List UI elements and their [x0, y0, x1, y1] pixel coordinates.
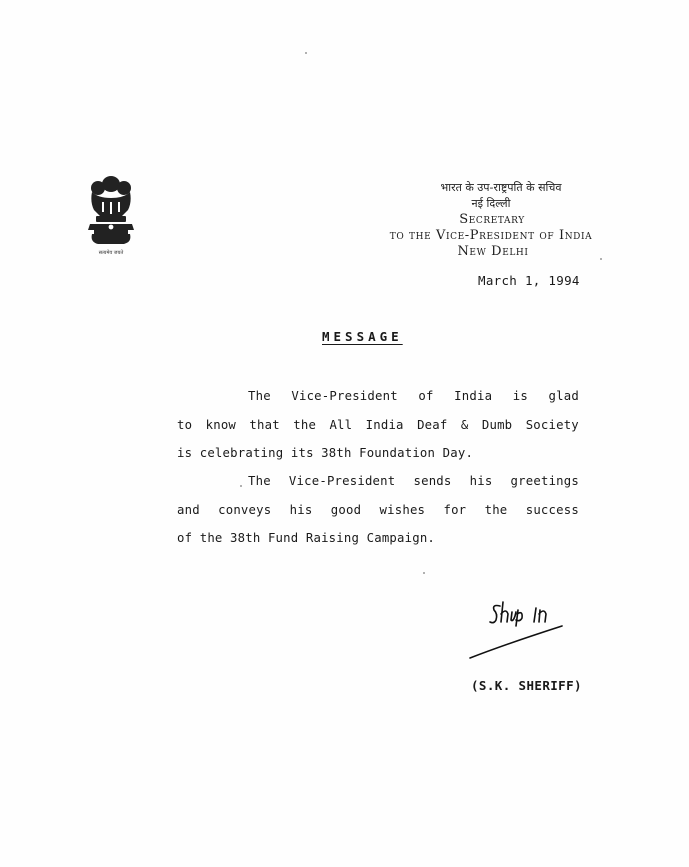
word: know [205, 417, 237, 432]
word: success [525, 502, 579, 517]
paragraph-line [177, 382, 579, 411]
paragraph-line [177, 496, 579, 525]
word: that [249, 417, 280, 432]
word: the [199, 531, 223, 545]
word: Foundation [359, 446, 436, 460]
paragraph-line [177, 524, 579, 553]
letterhead-city: New Delhi [457, 244, 529, 259]
word: India [454, 389, 493, 403]
paragraph-line [177, 439, 579, 468]
paragraph-line [177, 467, 579, 496]
word: & [460, 417, 469, 432]
paper-speck [423, 572, 425, 574]
word: his [469, 474, 493, 488]
word: for [443, 502, 467, 517]
paragraph-1 [177, 382, 579, 468]
word: to [177, 417, 193, 432]
paragraph-2 [177, 467, 579, 553]
letterhead-title: Secretary [459, 212, 525, 227]
emblem-motto: सत्यमेव जयते [98, 250, 124, 256]
word: greetings [510, 474, 579, 488]
letterhead-hindi-city: नई दिल्ली [471, 197, 511, 210]
word: and [177, 502, 200, 517]
letterhead-office: to the Vice-President of India [389, 228, 593, 243]
word: of [418, 389, 434, 403]
word: All [329, 417, 353, 432]
word: its [290, 446, 314, 460]
word: good [330, 502, 362, 517]
word: sends [413, 474, 452, 488]
message-heading: MESSAGE [322, 329, 403, 344]
handwritten-signature [466, 596, 576, 666]
word: of [177, 531, 193, 545]
paragraph-line [177, 411, 579, 440]
word: is [177, 446, 193, 460]
word: Society [525, 417, 579, 432]
word: the [293, 417, 317, 432]
word: the [484, 502, 508, 517]
word: his [289, 502, 313, 517]
word: is [512, 389, 528, 403]
word: wishes [379, 502, 426, 517]
word: The [248, 389, 271, 403]
word: 38th [321, 446, 352, 460]
word: conveys [218, 502, 272, 517]
word: Raising [305, 531, 360, 545]
word: India [365, 417, 404, 432]
signatory-name: (S.K. SHERIFF) [471, 678, 582, 693]
paper-speck [305, 52, 307, 54]
letter-date: March 1, 1994 [478, 273, 580, 288]
word: Vice-President [291, 389, 398, 403]
paper-speck [240, 485, 242, 487]
word: Deaf [417, 417, 448, 432]
paper-speck [600, 258, 602, 260]
word: Campaign. [366, 531, 436, 545]
word: Dumb [481, 417, 513, 432]
word: 38th [230, 531, 261, 545]
letterhead-hindi-title: भारत के उप-राष्ट्रपति के सचिव [440, 181, 562, 194]
word: Fund [267, 531, 299, 545]
word: glad [548, 389, 579, 403]
word: The [248, 474, 271, 488]
word: celebrating [199, 446, 284, 460]
letterhead [370, 180, 620, 260]
word: Day. [442, 446, 474, 460]
word: Vice-President [288, 474, 396, 488]
